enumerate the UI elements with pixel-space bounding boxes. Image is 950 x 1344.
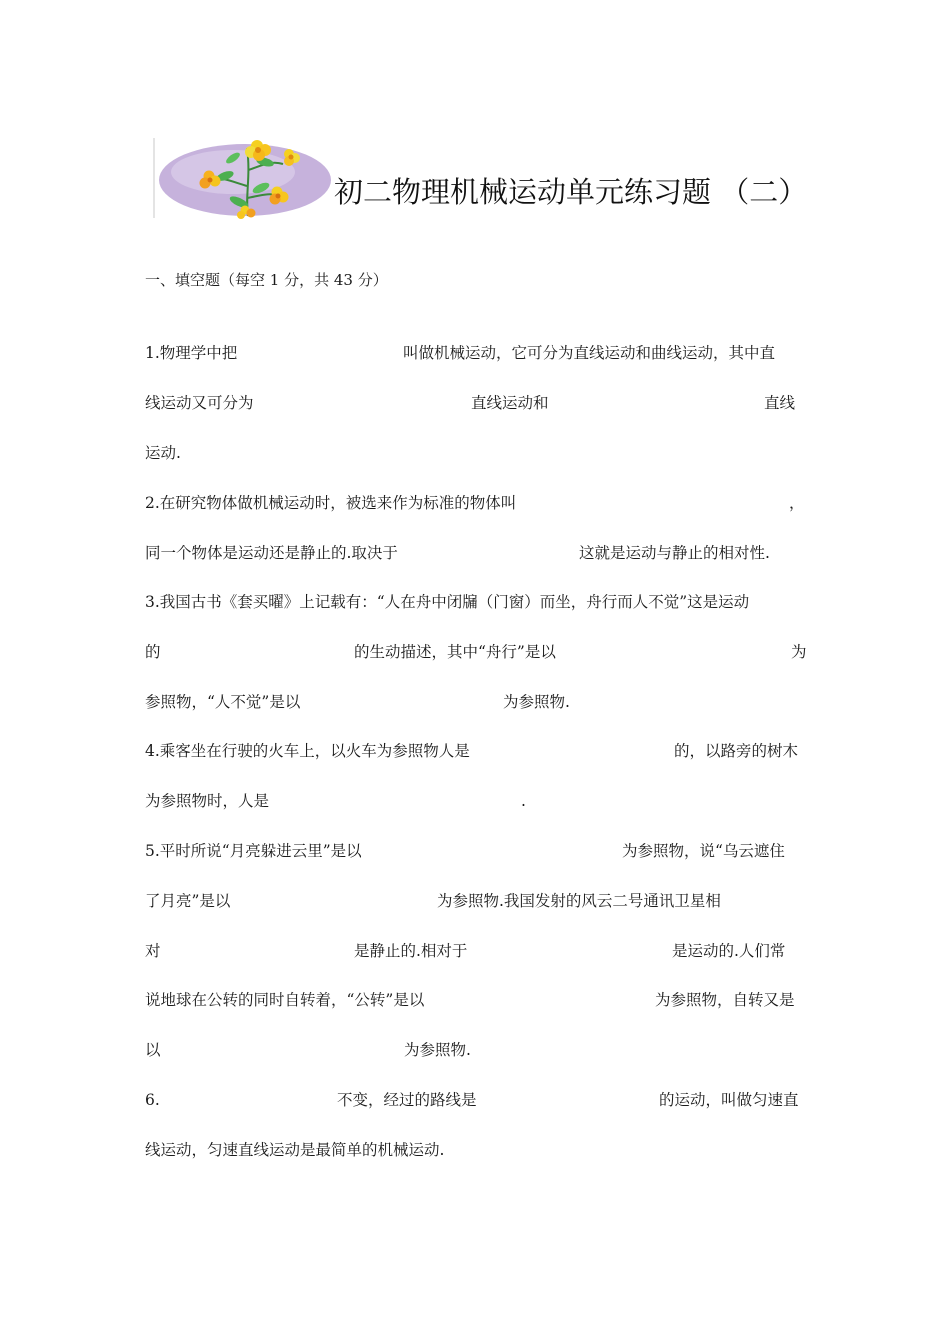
question-text: 的，以路旁的树木 bbox=[674, 742, 799, 760]
question-text: 是静止的.相对于 bbox=[354, 942, 468, 960]
question-5-line-1 bbox=[145, 838, 807, 864]
question-3-line-1 bbox=[145, 589, 807, 615]
question-1-line-3 bbox=[145, 440, 807, 466]
question-text: 是运动的.人们常 bbox=[672, 942, 786, 960]
question-1-line-1 bbox=[145, 340, 807, 366]
question-text: 线运动，匀速直线运动是最简单的机械运动. bbox=[145, 1141, 445, 1159]
question-text: 的生动描述，其中“舟行”是以 bbox=[354, 643, 556, 661]
question-5-line-3 bbox=[145, 938, 807, 964]
question-3-line-3 bbox=[145, 689, 807, 715]
question-6-line-2 bbox=[145, 1137, 807, 1163]
question-2-line-2 bbox=[145, 540, 807, 566]
question-text: 为参照物. bbox=[404, 1041, 471, 1059]
question-text: 4.乘客坐在行驶的火车上，以火车为参照物人是 bbox=[145, 742, 470, 760]
question-4-line-1 bbox=[145, 738, 807, 764]
question-text: 直线 bbox=[764, 394, 796, 412]
question-3-line-2 bbox=[145, 639, 807, 665]
question-text: 了月亮”是以 bbox=[145, 892, 231, 910]
question-text: 为参照物时，人是 bbox=[145, 792, 270, 810]
question-text: 以 bbox=[145, 1041, 161, 1059]
question-4-line-2 bbox=[145, 788, 807, 814]
question-2-line-1 bbox=[145, 490, 807, 516]
question-text: ， bbox=[789, 494, 805, 512]
page-title: 初二物理机械运动单元练习题 （二） bbox=[334, 175, 808, 209]
question-text: 运动. bbox=[145, 444, 181, 462]
question-text: 的 bbox=[145, 643, 161, 661]
question-text: 为参照物.我国发射的风云二号通讯卫星相 bbox=[437, 892, 721, 910]
question-text: 2.在研究物体做机械运动时，被选来作为标准的物体叫 bbox=[145, 494, 517, 512]
question-text: 叫做机械运动，它可分为直线运动和曲线运动，其中直 bbox=[403, 344, 776, 362]
question-5-line-2 bbox=[145, 888, 807, 914]
question-text: 对 bbox=[145, 942, 161, 960]
question-text: 不变，经过的路线是 bbox=[337, 1091, 477, 1109]
question-text: 线运动又可分为 bbox=[145, 394, 254, 412]
question-5-line-5 bbox=[145, 1037, 807, 1063]
question-5-line-4 bbox=[145, 987, 807, 1013]
question-text: 为参照物，自转又是 bbox=[655, 991, 795, 1009]
question-text: 说地球在公转的同时自转着，“公转”是以 bbox=[145, 991, 425, 1009]
question-text: 3.我国古书《套买曜》上记载有：“人在舟中闭牖（门窗）而坐，舟行而人不觉”这是运动 bbox=[145, 593, 750, 611]
question-text: 6. bbox=[145, 1091, 160, 1109]
question-text: . bbox=[521, 792, 526, 810]
question-text: 同一个物体是运动还是静止的.取决于 bbox=[145, 544, 398, 562]
question-text: 直线运动和 bbox=[471, 394, 549, 412]
question-text: 的运动，叫做匀速直 bbox=[659, 1091, 799, 1109]
section-heading: 一、填空题（每空 1 分，共 43 分） bbox=[145, 271, 388, 289]
question-text: 为参照物，说“乌云遮住 bbox=[622, 842, 785, 860]
question-1-line-2 bbox=[145, 390, 807, 416]
flower-logo bbox=[153, 136, 333, 220]
question-6-line-1 bbox=[145, 1087, 807, 1113]
question-text: 5.平时所说“月亮躲进云里”是以 bbox=[145, 842, 362, 860]
question-text: 为 bbox=[791, 643, 807, 661]
question-text: 为参照物. bbox=[503, 693, 570, 711]
question-text: 1.物理学中把 bbox=[145, 344, 238, 362]
question-text: 这就是运动与静止的相对性. bbox=[579, 544, 770, 562]
question-text: 参照物，“人不觉”是以 bbox=[145, 693, 301, 711]
